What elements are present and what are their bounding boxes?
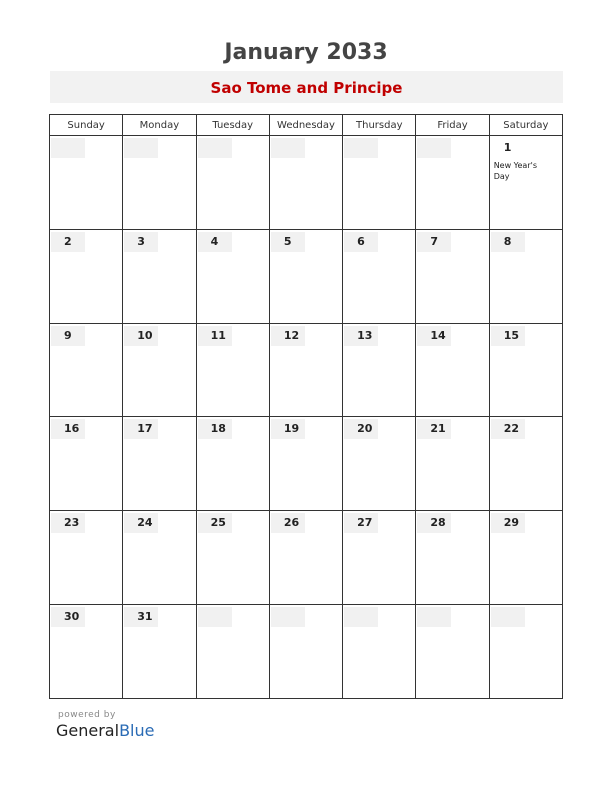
weekday-monday: Monday (123, 115, 196, 136)
day-cell (269, 323, 342, 417)
day-number: 14 (417, 326, 451, 346)
day-number: 19 (271, 419, 305, 439)
day-cell (123, 229, 196, 323)
day-cell (196, 605, 269, 699)
weekday-thursday: Thursday (343, 115, 416, 136)
day-number: 4 (198, 232, 232, 252)
day-number: 28 (417, 513, 451, 533)
day-number: 20 (344, 419, 378, 439)
day-cell (489, 229, 562, 323)
day-cell (489, 136, 562, 230)
day-cell (269, 511, 342, 605)
day-cell (50, 229, 123, 323)
day-number: 12 (271, 326, 305, 346)
day-cell (416, 229, 489, 323)
day-cell (50, 511, 123, 605)
day-cell (343, 511, 416, 605)
day-cell (343, 323, 416, 417)
day-number: 18 (198, 419, 232, 439)
day-cell (269, 417, 342, 511)
country-banner (50, 71, 563, 103)
day-cell (269, 605, 342, 699)
day-number: 27 (344, 513, 378, 533)
day-cell (416, 605, 489, 699)
day-cell (489, 605, 562, 699)
day-number: 30 (51, 607, 85, 627)
day-number: 26 (271, 513, 305, 533)
day-number (344, 138, 378, 158)
day-cell (416, 417, 489, 511)
day-number: 5 (271, 232, 305, 252)
day-cell (489, 417, 562, 511)
week-row (50, 229, 563, 323)
day-number: 9 (51, 326, 85, 346)
day-number: 7 (417, 232, 451, 252)
day-cell (269, 136, 342, 230)
calendar-grid (49, 114, 563, 699)
day-number: 23 (51, 513, 85, 533)
day-cell (489, 323, 562, 417)
day-number: 25 (198, 513, 232, 533)
day-number: 13 (344, 326, 378, 346)
day-cell (50, 417, 123, 511)
day-cell (196, 511, 269, 605)
day-number: 10 (124, 326, 158, 346)
day-cell (489, 511, 562, 605)
day-number (198, 138, 232, 158)
day-cell (343, 229, 416, 323)
week-row (50, 323, 563, 417)
day-cell (123, 511, 196, 605)
week-row (50, 511, 563, 605)
day-number: 6 (344, 232, 378, 252)
day-number: 24 (124, 513, 158, 533)
day-number: 15 (491, 326, 525, 346)
day-cell (416, 136, 489, 230)
page-title: January 2033 (224, 40, 388, 65)
day-number: 31 (124, 607, 158, 627)
week-row (50, 417, 563, 511)
country-name: Sao Tome and Principe (210, 79, 403, 97)
day-number (51, 138, 85, 158)
brand-text-general: General (56, 721, 120, 740)
weekday-sunday: Sunday (50, 115, 123, 136)
day-cell (123, 323, 196, 417)
day-number: 1 (491, 138, 525, 158)
day-cell (416, 511, 489, 605)
day-cell (196, 417, 269, 511)
day-cell (196, 136, 269, 230)
weekday-header-row (50, 115, 563, 136)
day-number (198, 607, 232, 627)
day-number: 11 (198, 326, 232, 346)
day-cell (50, 136, 123, 230)
day-number: 21 (417, 419, 451, 439)
day-number (271, 607, 305, 627)
day-number (271, 138, 305, 158)
day-number: 16 (51, 419, 85, 439)
day-number (417, 607, 451, 627)
day-number (344, 607, 378, 627)
day-number: 3 (124, 232, 158, 252)
day-cell (123, 136, 196, 230)
day-number: 22 (491, 419, 525, 439)
brand-logo[interactable] (56, 721, 154, 740)
day-cell (343, 136, 416, 230)
day-cell (123, 417, 196, 511)
day-cell (196, 323, 269, 417)
day-cell (343, 417, 416, 511)
day-cell (196, 229, 269, 323)
week-row (50, 136, 563, 230)
day-number (491, 607, 525, 627)
day-number: 17 (124, 419, 158, 439)
day-number: 2 (51, 232, 85, 252)
day-number: 8 (491, 232, 525, 252)
week-row (50, 605, 563, 699)
brand-text-blue: Blue (119, 721, 155, 740)
day-cell (269, 229, 342, 323)
day-number (124, 138, 158, 158)
day-cell (343, 605, 416, 699)
weekday-saturday: Saturday (489, 115, 562, 136)
weekday-wednesday: Wednesday (269, 115, 342, 136)
day-number: 29 (491, 513, 525, 533)
day-cell (416, 323, 489, 417)
day-cell (50, 605, 123, 699)
powered-by-label: powered by (58, 710, 116, 720)
holiday-label: New Year's Day (493, 161, 537, 181)
day-cell (123, 605, 196, 699)
day-cell (50, 323, 123, 417)
weekday-friday: Friday (416, 115, 489, 136)
day-number (417, 138, 451, 158)
weekday-tuesday: Tuesday (196, 115, 269, 136)
